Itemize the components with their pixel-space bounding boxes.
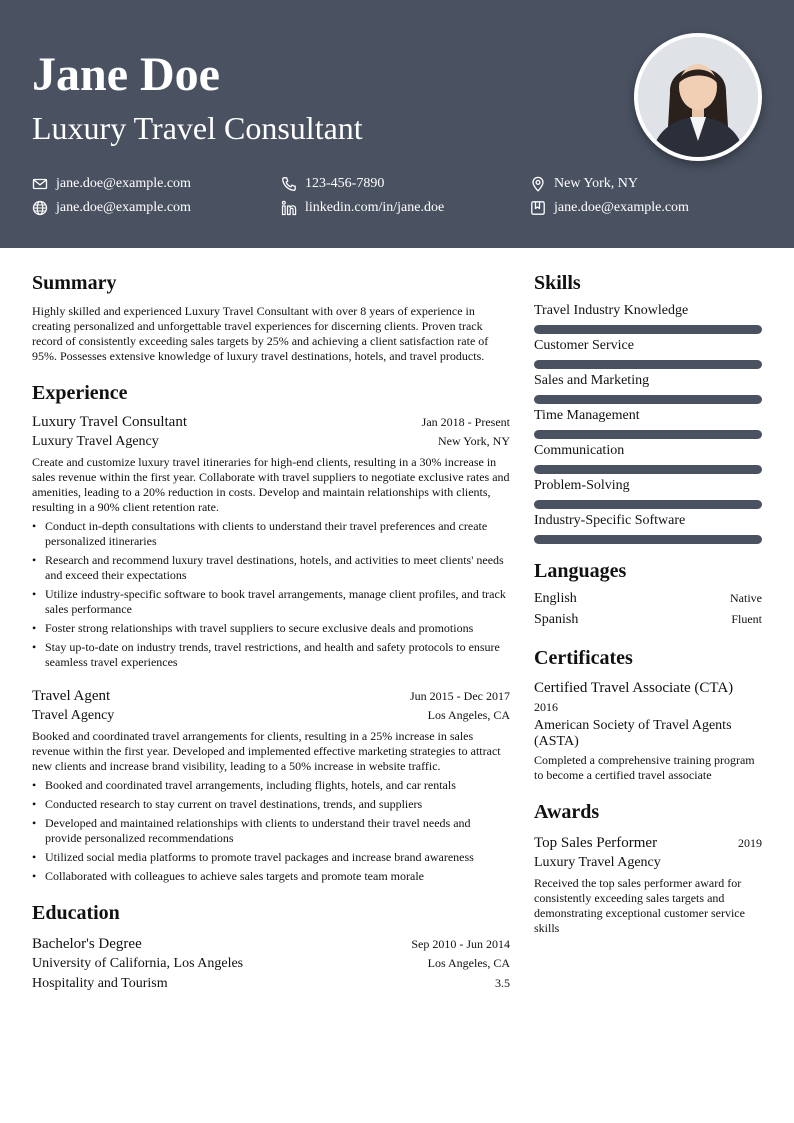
skill-bar	[534, 395, 762, 404]
contact-linkedin-text: linkedin.com/in/jane.doe	[305, 200, 445, 215]
globe-icon	[32, 200, 48, 216]
location-pin-icon	[530, 176, 546, 192]
language-item	[534, 590, 762, 608]
skill-item	[534, 477, 762, 509]
job-dates: Jun 2015 - Dec 2017	[410, 689, 510, 703]
job-dates: Jan 2018 - Present	[421, 415, 510, 429]
language-name: Spanish	[534, 612, 579, 627]
languages-section	[534, 558, 762, 629]
list-item: • Stay up-to-date on industry trends, travel restrictions, and health and safety protocols to ensure seamless travel experiences	[32, 640, 510, 670]
contact-phone-text: 123-456-7890	[305, 176, 385, 191]
awards-section	[534, 799, 762, 936]
language-name: English	[534, 591, 577, 606]
resume-header	[0, 0, 794, 248]
list-item: • Research and recommend luxury travel destinations, hotels, and activities to meet clients' needs and exceed their expectations	[32, 553, 510, 583]
contact-portfolio[interactable]	[530, 199, 689, 217]
summary-text: Highly skilled and experienced Luxury Travel Consultant with over 8 years of experience in creating personalized and unforgettable travel experiences for discerning clients. Proven track record of consistently exceeding sales targets by 25% and achieving a client satisfaction rate of 95%. Possesses extensive knowledge of luxury travel destinations, hotels, and travel products.	[32, 304, 489, 363]
skill-item	[534, 407, 762, 439]
contact-email[interactable]	[32, 175, 191, 193]
list-item: • Conducted research to stay current on travel destinations, trends, and suppliers	[32, 797, 510, 812]
candidate-name: Jane Doe	[32, 48, 220, 101]
job-description: Booked and coordinated travel arrangements for clients, resulting in a 25% increase in sales revenue within the first year. Developed and implemented effective marketing strategies to attract new clients and increase brand visibility, leading to a 50% increase in website traffic.	[32, 729, 501, 773]
job-title: Travel Agent	[32, 688, 111, 704]
bookmark-icon	[530, 200, 546, 216]
contact-email-text: jane.doe@example.com	[56, 176, 191, 191]
certificate-name: American Society of Travel Agents (ASTA)	[534, 718, 732, 749]
skill-name: Problem-Solving	[534, 478, 630, 493]
skill-bar	[534, 500, 762, 509]
awards-heading: Awards	[534, 801, 600, 823]
job-title: Luxury Travel Consultant	[32, 414, 188, 430]
envelope-icon	[32, 176, 48, 192]
skill-name: Customer Service	[534, 338, 634, 353]
phone-icon	[281, 176, 297, 192]
skill-bar	[534, 465, 762, 474]
contact-website[interactable]	[32, 199, 191, 217]
award-year: 2019	[738, 836, 762, 850]
linkedin-icon	[281, 200, 297, 216]
job-bullets	[32, 519, 510, 670]
education-degree: Bachelor's Degree	[32, 936, 142, 952]
certificate-item	[534, 718, 762, 783]
certificate-year: 2016	[534, 700, 558, 714]
job-location: Los Angeles, CA	[427, 708, 510, 722]
skills-section	[534, 270, 762, 544]
education-section	[32, 900, 510, 994]
education-location: Los Angeles, CA	[427, 956, 510, 970]
list-item: • Utilize industry-specific software to book travel arrangements, manage client profiles, and track sales performance	[32, 587, 510, 617]
certificates-heading: Certificates	[534, 647, 633, 669]
list-item: • Developed and maintained relationships with clients to understand their travel needs and provide personalized recommendations	[32, 816, 510, 846]
award-organization: Luxury Travel Agency	[534, 855, 661, 870]
skill-item	[534, 302, 762, 334]
skill-item	[534, 337, 762, 369]
award-description: Received the top sales performer award for consistently exceeding sales targets and demonstrating exceptional customer service skills	[534, 876, 745, 935]
list-item: • Booked and coordinated travel arrangements, including flights, hotels, and car rentals	[32, 778, 510, 793]
languages-heading: Languages	[534, 560, 627, 582]
skill-name: Travel Industry Knowledge	[534, 303, 689, 318]
list-item: • Foster strong relationships with travel suppliers to secure exclusive deals and promotions	[32, 621, 510, 636]
skill-item	[534, 512, 762, 544]
language-item	[534, 611, 762, 629]
certificate-name: Certified Travel Associate (CTA)	[534, 680, 734, 696]
skill-name: Sales and Marketing	[534, 373, 650, 388]
certificates-section	[534, 645, 762, 783]
job-bullets	[32, 778, 510, 884]
education-field: Hospitality and Tourism	[32, 976, 168, 991]
contact-portfolio-text: jane.doe@example.com	[554, 200, 689, 215]
skill-name: Industry-Specific Software	[534, 513, 686, 528]
contact-phone[interactable]	[281, 175, 384, 193]
experience-section	[32, 380, 510, 884]
list-item: • Utilized social media platforms to promote travel packages and increase brand awareness	[32, 850, 510, 865]
certificate-item	[534, 679, 762, 715]
certificate-description: Completed a comprehensive training program to become a certified travel associate	[534, 753, 755, 782]
education-dates: Sep 2010 - Jun 2014	[411, 937, 510, 951]
education-heading: Education	[32, 902, 120, 924]
summary-heading: Summary	[32, 272, 117, 294]
award-name: Top Sales Performer	[534, 835, 658, 851]
summary-section	[32, 270, 510, 364]
job-description: Create and customize luxury travel itineraries for high-end clients, resulting in a 30% increase in sales revenue within the first year. Collaborate with travel suppliers to negotiate exclusive rates and amenities, leading to a 20% reduction in costs. Develop and maintain relationships with clients, resulting in a 90% client retention rate.	[32, 455, 510, 514]
list-item: • Conduct in-depth consultations with clients to understand their travel preferences and create personalized itineraries	[32, 519, 510, 549]
profile-photo	[634, 33, 762, 161]
list-item: • Collaborated with colleagues to achieve sales targets and promote team morale	[32, 869, 510, 884]
skills-heading: Skills	[534, 272, 581, 294]
skill-bar	[534, 325, 762, 334]
contact-linkedin[interactable]	[281, 199, 444, 217]
contact-location-text: New York, NY	[554, 176, 639, 191]
skill-name: Communication	[534, 443, 625, 458]
skill-item	[534, 372, 762, 404]
contact-website-text: jane.doe@example.com	[56, 200, 191, 215]
experience-heading: Experience	[32, 382, 128, 404]
skill-bar	[534, 535, 762, 544]
right-column	[534, 270, 762, 936]
job-entry	[32, 412, 510, 670]
contact-location	[530, 175, 638, 193]
job-company: Luxury Travel Agency	[32, 434, 159, 449]
language-level: Fluent	[731, 612, 762, 626]
job-company: Travel Agency	[32, 708, 115, 723]
language-level: Native	[730, 591, 762, 605]
education-school: University of California, Los Angeles	[32, 956, 244, 971]
job-entry	[32, 686, 510, 884]
skill-name: Time Management	[534, 408, 640, 423]
skill-item	[534, 442, 762, 474]
skill-bar	[534, 360, 762, 369]
candidate-title: Luxury Travel Consultant	[32, 110, 363, 146]
skill-bar	[534, 430, 762, 439]
job-location: New York, NY	[437, 434, 510, 448]
education-gpa: 3.5	[495, 976, 510, 990]
left-column	[32, 270, 510, 994]
